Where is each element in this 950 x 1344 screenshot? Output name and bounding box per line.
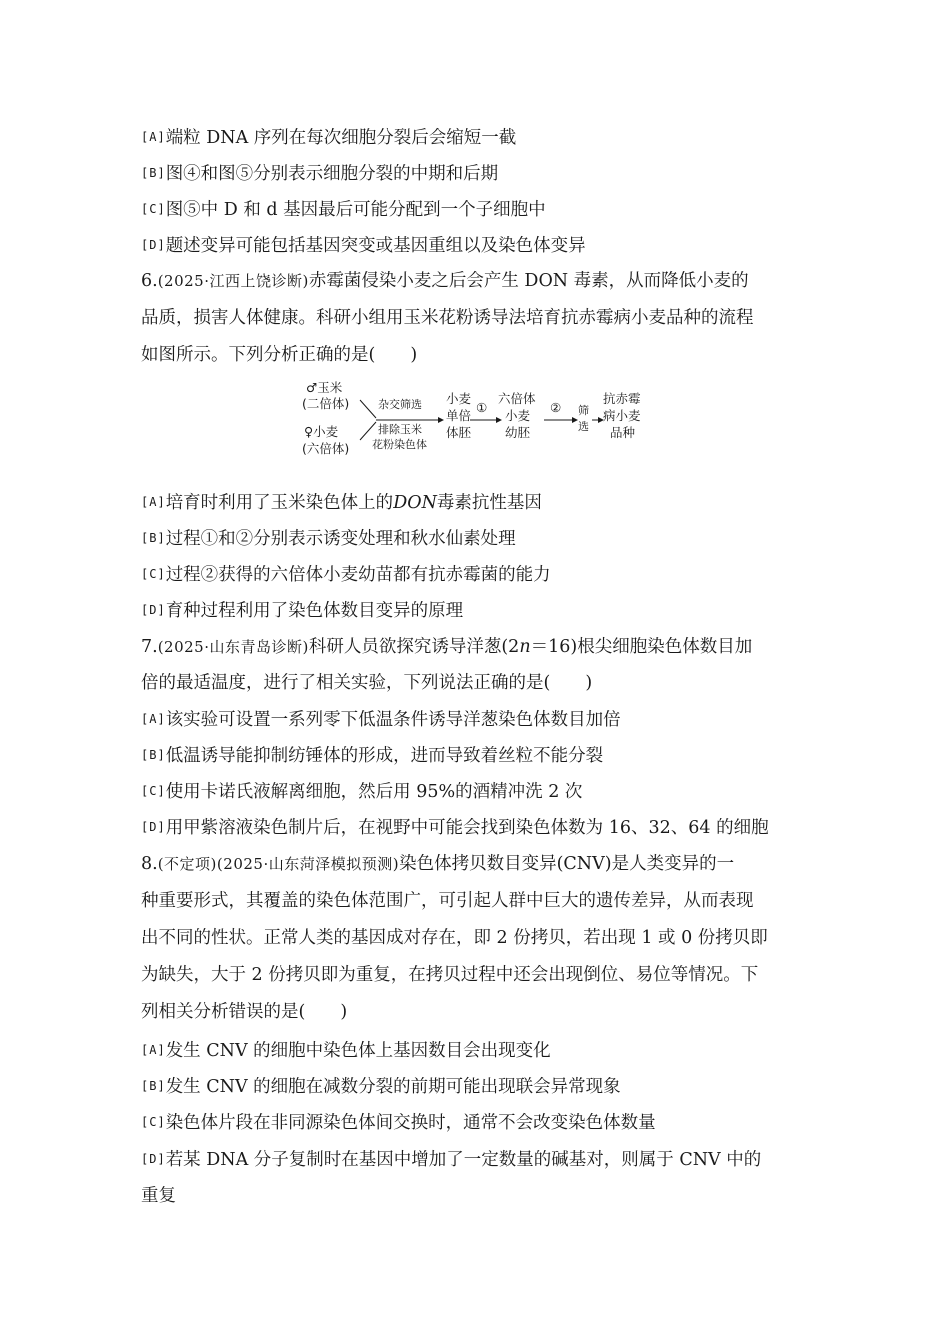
q6-stem-line-1: 6.(2025·江西上饶诊断)赤霉菌侵染小麦之后会产生 DON 毒素，从而降低小麦的 [141, 271, 749, 291]
q5-option-c: [C]图⑤中 D 和 d 基因最后可能分配到一个子细胞中 [141, 200, 546, 220]
q7-option-d: [D]用甲紫溶液染色制片后，在视野中可能会找到染色体数为 16、32、64 的细胞 [141, 818, 769, 838]
q6-stem-line-3: 如图所示。下列分析正确的是( ) [141, 345, 418, 365]
q6-option-c: [C]过程②获得的六倍体小麦幼苗都有抗赤霉菌的能力 [141, 565, 551, 585]
q8-stem-line-5: 列相关分析错误的是( ) [141, 1002, 348, 1022]
corn-label: ♂玉米 [306, 380, 343, 395]
embryo-line-1: 小麦 [446, 391, 472, 406]
q8-stem-line-1: 8.(不定项)(2025·山东菏泽模拟预测)染色体拷贝数目变异(CNV)是人类变异的一 [141, 854, 735, 874]
flow-diagram-svg [300, 378, 660, 460]
breeding-flow-diagram [300, 378, 660, 460]
q7-option-b: [B]低温诱导能抑制纺锤体的形成，进而导致着丝粒不能分裂 [141, 746, 604, 766]
q7-stem-line-2: 倍的最适温度，进行了相关实验，下列说法正确的是( ) [141, 673, 593, 693]
screen-line-2: 选 [578, 420, 589, 433]
step-a-mid: 排除玉米 [378, 423, 422, 436]
embryo-line-3: 体胚 [446, 425, 472, 440]
q6-option-b: [B]过程①和②分别表示诱变处理和秋水仙素处理 [141, 529, 516, 549]
result-line-1: 抗赤霉 [603, 391, 641, 406]
q8-option-c: [C]染色体片段在非同源染色体间交换时，通常不会改变染色体数量 [141, 1113, 656, 1133]
q6-option-a: [A]培育时利用了玉米染色体上的DON毒素抗性基因 [141, 493, 542, 513]
q7-option-c: [C]使用卡诺氏液解离细胞，然后用 95%的酒精冲洗 2 次 [141, 782, 583, 802]
q5-option-d: [D]题述变异可能包括基因突变或基因重组以及染色体变异 [141, 236, 586, 256]
q6-stem-line-2: 品质，损害人体健康。科研小组用玉米花粉诱导法培育抗赤霉病小麦品种的流程 [141, 308, 754, 328]
hexaploid-line-1: 六倍体 [498, 391, 536, 406]
q6-option-d: [D]育种过程利用了染色体数目变异的原理 [141, 601, 464, 621]
arrow1-label: ① [476, 400, 488, 415]
step-a-top: 杂交筛选 [378, 398, 422, 411]
hexaploid-line-3: 幼胚 [505, 425, 531, 440]
hexaploid-line-2: 小麦 [505, 408, 531, 423]
result-line-2: 病小麦 [603, 408, 641, 423]
q7-stem-line-1: 7.(2025·山东青岛诊断)科研人员欲探究诱导洋葱(2n＝16)根尖细胞染色体数目加 [141, 637, 753, 657]
wheat-ploidy: (六倍体) [302, 441, 350, 456]
q8-option-a: [A]发生 CNV 的细胞中染色体上基因数目会出现变化 [141, 1041, 551, 1061]
arrow2-label: ② [550, 400, 562, 415]
arrow-a-head [438, 417, 444, 423]
q8-stem-line-3: 出不同的性状。正常人类的基因成对存在，即 2 份拷贝，若出现 1 或 0 份拷贝即 [141, 928, 768, 948]
q8-stem-line-4: 为缺失，大于 2 份拷贝即为重复，在拷贝过程中还会出现倒位、易位等情况。下 [141, 965, 759, 985]
screen-line-1: 筛 [578, 404, 589, 417]
corn-ploidy: (二倍体) [302, 396, 350, 411]
result-line-3: 品种 [610, 425, 636, 440]
q5-option-a: [A]端粒 DNA 序列在每次细胞分裂后会缩短一截 [141, 128, 517, 148]
wheat-label: ♀小麦 [304, 424, 339, 439]
q8-option-d: [D]若某 DNA 分子复制时在基因中增加了一定数量的碱基对，则属于 CNV 中的 [141, 1150, 762, 1170]
q5-option-b: [B]图④和图⑤分别表示细胞分裂的中期和后期 [141, 164, 499, 184]
embryo-line-2: 单倍 [446, 408, 472, 423]
arrow-1-head [496, 417, 502, 423]
q8-option-b: [B]发生 CNV 的细胞在减数分裂的前期可能出现联会异常现象 [141, 1077, 621, 1097]
step-a-bot: 花粉染色体 [372, 438, 427, 451]
q7-option-a: [A]该实验可设置一系列零下低温条件诱导洋葱染色体数目加倍 [141, 710, 621, 730]
q8-option-d-continued: 重复 [141, 1186, 176, 1206]
merge-line-top [360, 400, 376, 418]
q8-stem-line-2: 种重要形式，其覆盖的染色体范围广，可引起人群中巨大的遗传差异，从而表现 [141, 891, 754, 911]
